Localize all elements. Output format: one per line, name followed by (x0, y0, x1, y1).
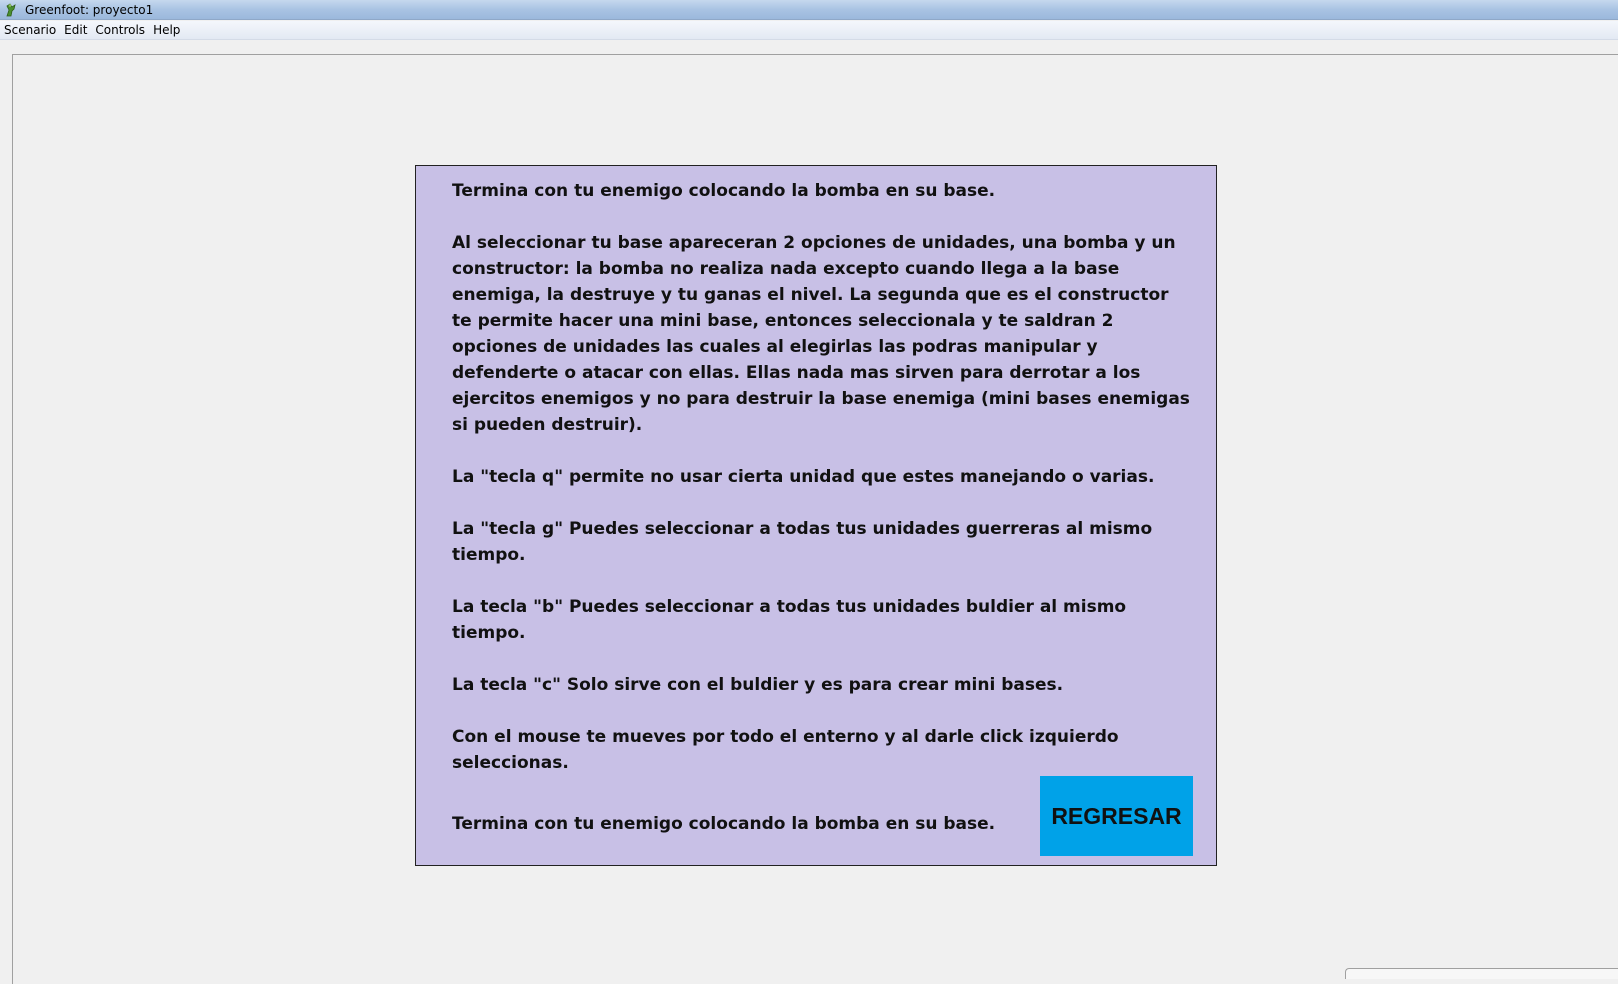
instruction-paragraph-key-q: La "tecla q" permite no usar cierta unidad que estes manejando o varias. (452, 467, 1155, 487)
menu-help[interactable]: Help (153, 23, 181, 37)
instruction-paragraph-key-b: La tecla "b" Puedes seleccionar a todas tus unidades buldier al mismo tiempo. (452, 597, 1127, 643)
menu-scenario[interactable]: Scenario (4, 23, 57, 37)
window-titlebar (0, 0, 1618, 20)
greenfoot-icon (3, 2, 19, 18)
instruction-paragraph-key-c: La tecla "c" Solo sirve con el buldier y es para crear mini bases. (452, 675, 1064, 695)
window-title: Greenfoot: proyecto1 (25, 2, 154, 17)
instruction-paragraph-key-g: La "tecla g" Puedes seleccionar a todas tus unidades guerreras al mismo tiempo. (452, 519, 1153, 565)
instruction-paragraph-units: Al seleccionar tu base apareceran 2 opciones de unidades, una bomba y un constructor: la bomba no realiza nada excepto cuando llega a la base enemiga, la destruye y tu ganas el nivel. La segunda que es el constructor te permite hacer una mini base, entonces seleccionala y te saldran 2 opciones de unidades las cuales al elegirlas las podras manipular y defenderte o atacar con ellas. Ellas nada mas sirven para derrotar a los ejercitos enemigos y no para destruir la base enemiga (mini bases enemigas si pueden destruir). (452, 233, 1190, 435)
instruction-paragraph-objective: Termina con tu enemigo colocando la bomba en su base. (452, 181, 996, 201)
menu-controls[interactable]: Controls (95, 23, 146, 37)
instruction-paragraph-mouse: Con el mouse te mueves por todo el enterno y al darle click izquierdo seleccionas. (452, 727, 1119, 773)
instructions-panel (415, 165, 1217, 866)
menu-edit[interactable]: Edit (64, 23, 88, 37)
menubar (0, 21, 1618, 40)
instructions-text (452, 178, 1192, 802)
footer-text: Termina con tu enemigo colocando la bomba en su base. (452, 814, 996, 834)
regresar-button[interactable]: REGRESAR (1040, 776, 1193, 856)
